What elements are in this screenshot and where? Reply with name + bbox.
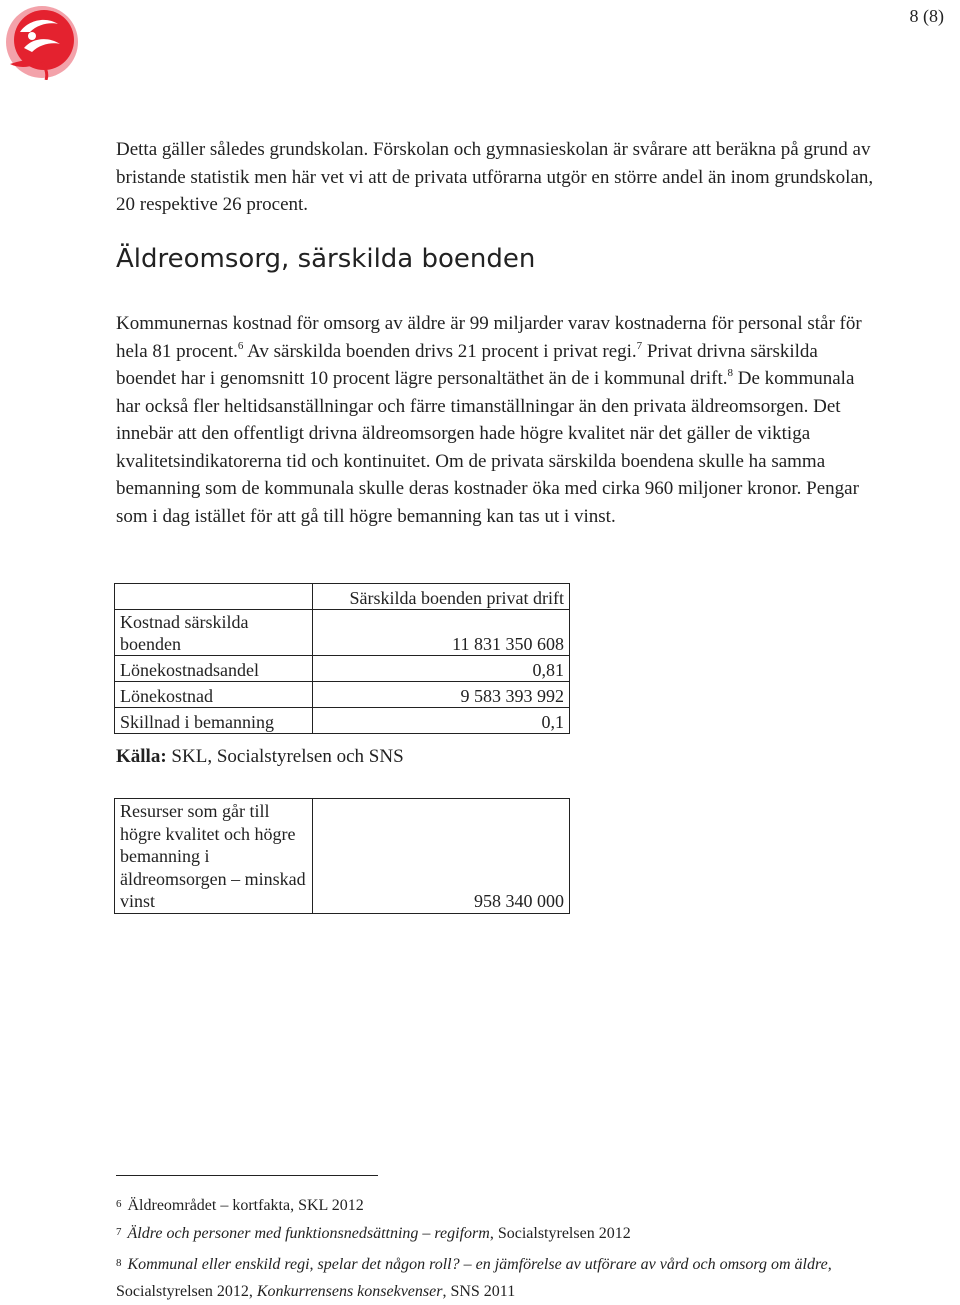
footnote-ref-8[interactable]: 8: [727, 367, 734, 379]
footnote-ref-6[interactable]: 6: [237, 339, 244, 352]
row-label: Lönekostnad: [115, 682, 313, 708]
footnote-text: , Socialstyrelsen 2012: [489, 1225, 631, 1242]
cost-table-header: Särskilda boenden privat drift: [313, 584, 570, 610]
footnote-6: [116, 1194, 876, 1216]
footnote-text: Socialstyrelsen 2012,: [116, 1283, 257, 1300]
resources-label: Resurser som går till högre kvalitet och högre bemanning i äldreomsorgen – minskad vinst: [115, 799, 313, 914]
source-label: Källa:: [116, 746, 167, 767]
footnote-number: 7: [116, 1226, 122, 1238]
intro-paragraph: Detta gäller således grundskolan. Förskolan och gymnasieskolan är svårare att beräkna på grund av bristande statistik men här vet vi att de privata utförarna utgör en större andel än inom grundskolan, 20 respektive 26 procent.: [116, 139, 874, 215]
cost-table-corner: [115, 584, 313, 610]
row-value: 9 583 393 992: [313, 682, 570, 708]
row-label: Lönekostnadsandel: [115, 656, 313, 682]
footnote-divider: [116, 1175, 378, 1176]
row-value: 0,81: [313, 656, 570, 682]
table-row: [115, 610, 570, 656]
section-heading: Äldreomsorg, särskilda boenden: [116, 244, 536, 274]
body-sentence-3: Privat drivna särskilda boendet har i genomsnitt 10 procent lägre personaltäthet än de i kommunal drift.: [116, 340, 818, 389]
footnote-number: 8: [116, 1257, 122, 1269]
table-row: [115, 682, 570, 708]
party-rose-logo: [2, 2, 80, 80]
resources-table: [114, 798, 570, 914]
footnote-title-2: Konkurrensens konsekvenser: [256, 1283, 443, 1300]
cost-table: [114, 583, 570, 734]
table-row: [115, 708, 570, 734]
page-number: 8 (8): [909, 6, 944, 26]
body-sentence-2: Av särskilda boenden drivs 21 procent i privat regi.: [243, 340, 637, 362]
table-row: [115, 656, 570, 682]
footnote-7: [116, 1222, 876, 1244]
footnote-number: 6: [116, 1198, 122, 1210]
row-value: 0,1: [313, 708, 570, 734]
source-text: SKL, Socialstyrelsen och SNS: [166, 746, 404, 767]
resources-value: 958 340 000: [313, 799, 570, 914]
table-row: [115, 799, 570, 914]
footnote-text: Äldreområdet – kortfakta, SKL 2012: [127, 1197, 364, 1214]
body-sentence-4: De kommunala har också fler heltidsanställningar och färre timanställningar än den privata äldreomsorgen. Det innebär att den offentligt drivna äldreomsorgen hade högre kvalitet när det gäller de viktiga kvalitetsindikatorerna tid och kontinuitet. Om de privata särskilda boendena skulle ha samma bemanning som de kommunala skulle deras kostnader öka med cirka 960 miljoner kronor. Pengar som i dag istället för att gå till högre bemanning kan tas ut i vinst.: [116, 368, 859, 527]
row-label: Skillnad i bemanning: [115, 708, 313, 734]
footnote-8: [116, 1250, 876, 1305]
cost-table-header-row: [115, 584, 570, 610]
footnote-title: Äldre och personer med funktionsnedsättning – regiform: [127, 1225, 490, 1242]
body-paragraph: [116, 310, 876, 530]
body-sentence-1: Kommunernas kostnad för omsorg av äldre är 99 miljarder varav kostnaderna för personal står för hela 81 procent.: [116, 313, 862, 362]
footnote-title: Kommunal eller enskild regi, spelar det någon roll? – en jämförelse av utförare av vård och omsorg om äldre,: [127, 1256, 832, 1273]
table-source: [116, 746, 404, 768]
row-value: 11 831 350 608: [313, 610, 570, 656]
row-label: Kostnad särskilda boenden: [115, 610, 313, 656]
footnote-ref-7[interactable]: 7: [636, 339, 643, 352]
footnote-text-2: , SNS 2011: [442, 1283, 516, 1300]
